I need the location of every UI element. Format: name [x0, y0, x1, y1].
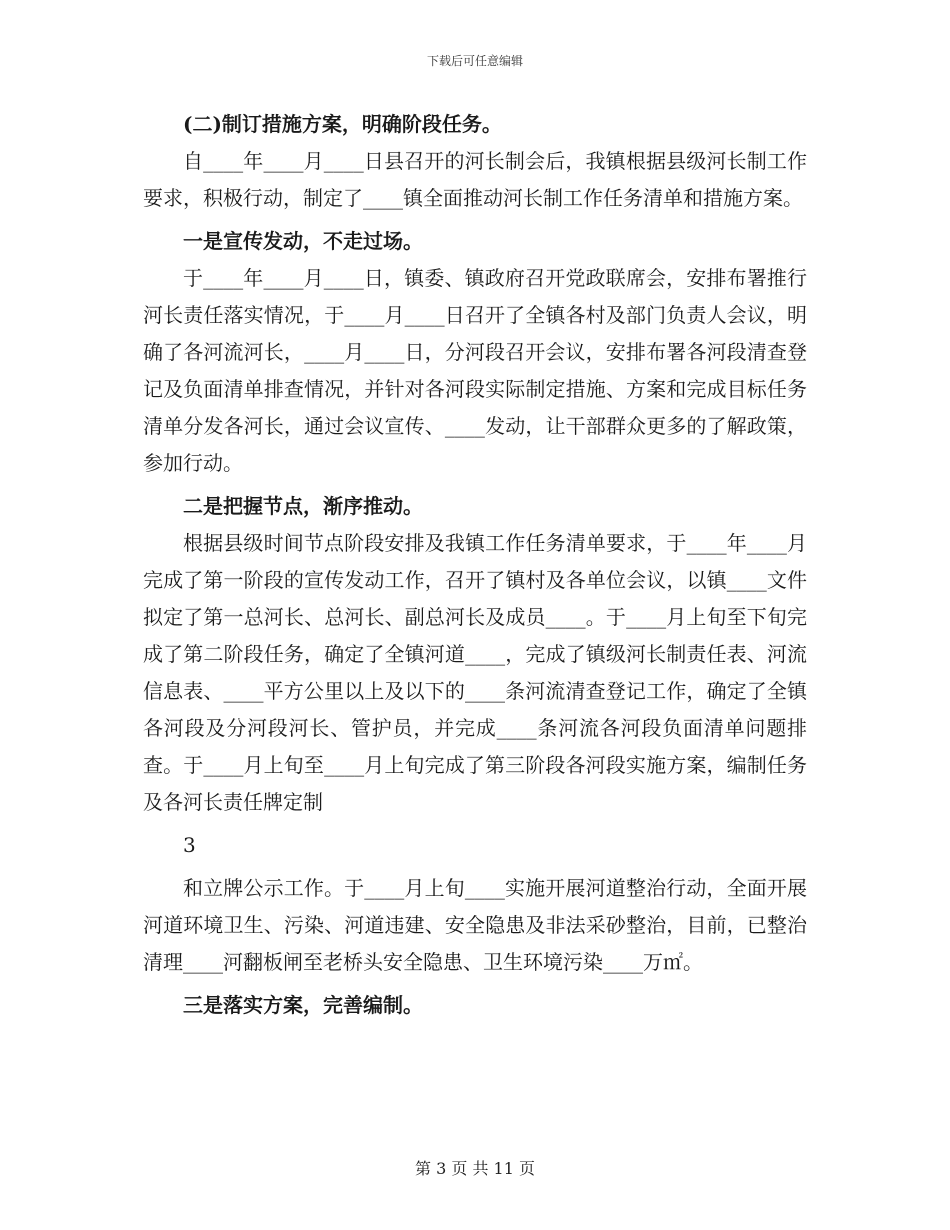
paragraph: 自____年____月____日县召开的河长制会后，我镇根据县级河长制工作要求，积极行动，制定了____镇全面推动河长制工作任务清单和措施方案。 — [143, 149, 807, 210]
section-heading: (二)制订措施方案，明确阶段任务。 — [183, 112, 502, 136]
subsection-heading: 三是落实方案，完善编制。 — [183, 993, 423, 1017]
subsection-heading: 二是把握节点，渐序推动。 — [183, 494, 423, 518]
paragraph: 于____年____月____日，镇委、镇政府召开党政联席会，安排布署推行河长责任落实情况，于____月____日召开了全镇各村及部门负责人会议，明确了各河流河长，____月____日，分河段召开会议，安排布署各河段清查登记及负面清单排查情况，并针对各河段实际制定措施、方案和完成目标任务清单分发各河长，通过会议宣传、____发动，让干部群众更多的了解政策，参加行动。 — [143, 266, 807, 475]
page-header: 下载后可任意编辑 — [426, 54, 523, 68]
page-footer: 第 3 页 共 11 页 — [415, 1159, 535, 1178]
document-body — [143, 106, 807, 1024]
page-number-marker: 3 — [183, 833, 196, 857]
subsection-heading: 一是宣传发动，不走过场。 — [183, 229, 423, 253]
paragraph: 和立牌公示工作。于____月上旬____实施开展河道整治行动，全面开展河道环境卫生、污染、河道违建、安全隐患及非法采砂整治，目前，已整治清理____河翻板闸至老桥头安全隐患、卫生环境污染____万㎡。 — [143, 876, 807, 974]
paragraph: 根据县级时间节点阶段安排及我镇工作任务清单要求，于____年____月完成了第一阶段的宣传发动工作，召开了镇村及各单位会议，以镇____文件拟定了第一总河长、总河长、副总河长及成员____。于____月上旬至下旬完成了第二阶段任务，确定了全镇河道____，完成了镇级河长制责任表、河流信息表、____平方公里以上及以下的____条河流清查登记工作，确定了全镇各河段及分河段河长、管护员，并完成____条河流各河段负面清单问题排查。于____月上旬至____月上旬完成了第三阶段各河段实施方案，编制任务及各河长责任牌定制 — [143, 531, 807, 814]
